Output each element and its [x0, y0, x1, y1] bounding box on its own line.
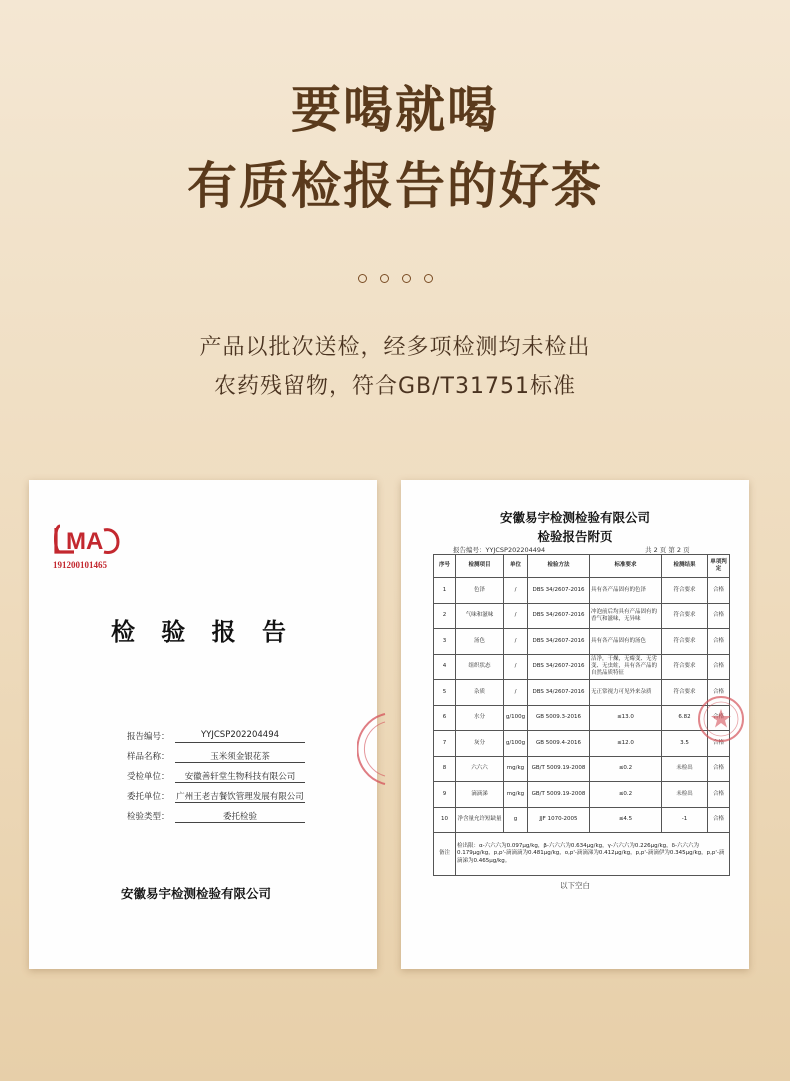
- field-value: 委托检验: [175, 810, 305, 823]
- column-header: 检测结果: [662, 555, 708, 578]
- table-cell: DBS 34/2607-2016: [528, 603, 590, 629]
- table-cell: 未检出: [662, 782, 708, 808]
- table-row: [434, 654, 730, 680]
- table-cell: JJF 1070-2005: [528, 807, 590, 833]
- divider-dot: [424, 274, 433, 283]
- table-cell: 六六六: [456, 756, 504, 782]
- table-cell: 3: [434, 629, 456, 655]
- dot-divider: [0, 274, 790, 283]
- table-cell: 7: [434, 731, 456, 757]
- report-no-value: YYJCSP202204494: [485, 546, 546, 554]
- table-cell: mg/kg: [504, 782, 528, 808]
- table-cell: ≤12.0: [590, 731, 662, 757]
- table-cell: ≤0.2: [590, 782, 662, 808]
- table-cell: GB 5009.3-2016: [528, 705, 590, 731]
- table-row: [434, 782, 730, 808]
- table-cell: g/100g: [504, 705, 528, 731]
- table-cell: 灰分: [456, 731, 504, 757]
- table-cell: 合格: [708, 807, 730, 833]
- table-cell: 合格: [708, 603, 730, 629]
- table-cell: 合格: [708, 756, 730, 782]
- table-row: [434, 629, 730, 655]
- divider-dot: [402, 274, 411, 283]
- table-cell: 杂质: [456, 680, 504, 706]
- cma-mark-text: MA: [66, 528, 104, 555]
- table-cell: 10: [434, 807, 456, 833]
- seal-stamp-icon: [357, 712, 387, 786]
- field-label: 检验类型：: [127, 812, 170, 822]
- table-cell: 净含量允许短缺量: [456, 807, 504, 833]
- table-cell: 未检出: [662, 756, 708, 782]
- notes-text: 检出限：α-六六六为0.097μg/kg，β-六六六为0.634μg/kg，γ-六六六为0.226μg/kg，δ-六六六为0.179μg/kg，p,p'-滴滴滴为0.481μg/kg，o,p'-滴滴涕为0.412μg/kg，p,p'-滴滴伊为0.345μg/kg，p,p'-滴滴涕为0.465μg/kg。: [456, 833, 730, 876]
- table-cell: 2: [434, 603, 456, 629]
- appendix-company: 安徽易宇检测检验有限公司: [499, 510, 650, 525]
- blank-below-note: 以下空白: [560, 881, 590, 890]
- table-cell: 4: [434, 654, 456, 680]
- table-cell: mg/kg: [504, 756, 528, 782]
- results-table: [433, 554, 730, 876]
- table-cell: 符合要求: [662, 680, 708, 706]
- table-cell: 合格: [708, 782, 730, 808]
- table-cell: 9: [434, 782, 456, 808]
- table-cell: 具有各产品固有的汤色: [590, 629, 662, 655]
- table-row: [434, 705, 730, 731]
- table-cell: 合格: [708, 654, 730, 680]
- table-cell: 符合要求: [662, 603, 708, 629]
- table-row: [434, 680, 730, 706]
- report-title: 检 验 报 告: [110, 617, 296, 646]
- table-row: [434, 807, 730, 833]
- appendix-report-no: [453, 545, 545, 554]
- table-cell: 无正常视力可见外来杂质: [590, 680, 662, 706]
- column-header: 检测项目: [456, 555, 504, 578]
- table-cell: ≤13.0: [590, 705, 662, 731]
- table-cell: 符合要求: [662, 578, 708, 604]
- table-cell: 组织状态: [456, 654, 504, 680]
- table-cell: ≤4.5: [590, 807, 662, 833]
- table-cell: 冲泡前后均具有产品固有的香气和滋味，无异味: [590, 603, 662, 629]
- column-header: 标准要求: [590, 555, 662, 578]
- table-cell: GB/T 5009.19-2008: [528, 756, 590, 782]
- field-label: 报告编号：: [127, 732, 170, 742]
- table-cell: 符合要求: [662, 654, 708, 680]
- headline-line1: 要喝就喝: [291, 81, 499, 139]
- table-cell: 1: [434, 578, 456, 604]
- seal-stamp-icon: [696, 694, 746, 744]
- table-cell: g: [504, 807, 528, 833]
- table-cell: 具有各产品固有的色泽: [590, 578, 662, 604]
- table-row: [434, 603, 730, 629]
- divider-dot: [358, 274, 367, 283]
- table-cell: 汤色: [456, 629, 504, 655]
- field-value: YYJCSP202204494: [175, 730, 305, 743]
- table-cell: 色泽: [456, 578, 504, 604]
- table-cell: DBS 34/2607-2016: [528, 578, 590, 604]
- cma-number: 191200101465: [53, 560, 107, 570]
- column-header: 检验方法: [528, 555, 590, 578]
- appendix-title: 检验报告附页: [537, 529, 613, 544]
- cma-logo-icon: [52, 522, 124, 556]
- table-cell: g/100g: [504, 731, 528, 757]
- table-cell: 5: [434, 680, 456, 706]
- cover-company: 安徽易宇检测检验有限公司: [121, 886, 272, 901]
- field-label: 委托单位：: [127, 792, 170, 802]
- appendix-page-info: 共 2 页 第 2 页: [645, 546, 690, 554]
- table-cell: -1: [662, 807, 708, 833]
- field-label: 样品名称：: [127, 752, 170, 762]
- notes-label: 备注: [434, 833, 456, 876]
- field-value: 安徽善轩堂生物科技有限公司: [175, 770, 305, 783]
- table-cell: 滴滴涕: [456, 782, 504, 808]
- field-value: 广州王老吉餐饮管理发展有限公司: [176, 792, 304, 802]
- table-cell: /: [504, 603, 528, 629]
- report-cover-page: [29, 480, 377, 969]
- table-cell: DBS 34/2607-2016: [528, 629, 590, 655]
- table-row: [434, 578, 730, 604]
- table-cell: 合格: [708, 680, 730, 706]
- report-appendix-page: [401, 480, 749, 969]
- description-line2: 农药残留物，符合GB/T31751标准: [214, 374, 576, 399]
- table-cell: 水分: [456, 705, 504, 731]
- table-cell: ≤0.2: [590, 756, 662, 782]
- field-label: 受检单位：: [127, 772, 170, 782]
- column-header: 序号: [434, 555, 456, 578]
- headline-line2: 有质检报告的好茶: [187, 157, 603, 215]
- column-header: 单项判定: [708, 555, 730, 578]
- table-header-row: [434, 555, 730, 578]
- table-cell: 合格: [708, 731, 730, 757]
- description-line1: 产品以批次送检，经多项检测均未检出: [199, 335, 591, 360]
- report-no-label: 报告编号：: [453, 546, 486, 554]
- table-cell: 8: [434, 756, 456, 782]
- table-cell: GB 5009.4-2016: [528, 731, 590, 757]
- table-cell: /: [504, 578, 528, 604]
- table-cell: 6: [434, 705, 456, 731]
- table-cell: GB/T 5009.19-2008: [528, 782, 590, 808]
- table-cell: 合格: [708, 629, 730, 655]
- table-cell: /: [504, 680, 528, 706]
- table-cell: 6.82: [662, 705, 708, 731]
- table-cell: /: [504, 654, 528, 680]
- field-value: 玉米须金银花茶: [175, 750, 305, 763]
- column-header: 单位: [504, 555, 528, 578]
- table-cell: /: [504, 629, 528, 655]
- table-row: [434, 731, 730, 757]
- table-cell: 符合要求: [662, 629, 708, 655]
- notes-row: [434, 833, 730, 876]
- table-cell: 气味和滋味: [456, 603, 504, 629]
- table-cell: DBS 34/2607-2016: [528, 680, 590, 706]
- table-cell: 合格: [708, 578, 730, 604]
- divider-dot: [380, 274, 389, 283]
- table-cell: 洁净，干燥，无霉变、无劣变、无虫蛀，具有各产品的自然品质特征: [590, 654, 662, 680]
- table-row: [434, 756, 730, 782]
- table-cell: DBS 34/2607-2016: [528, 654, 590, 680]
- table-cell: 3.5: [662, 731, 708, 757]
